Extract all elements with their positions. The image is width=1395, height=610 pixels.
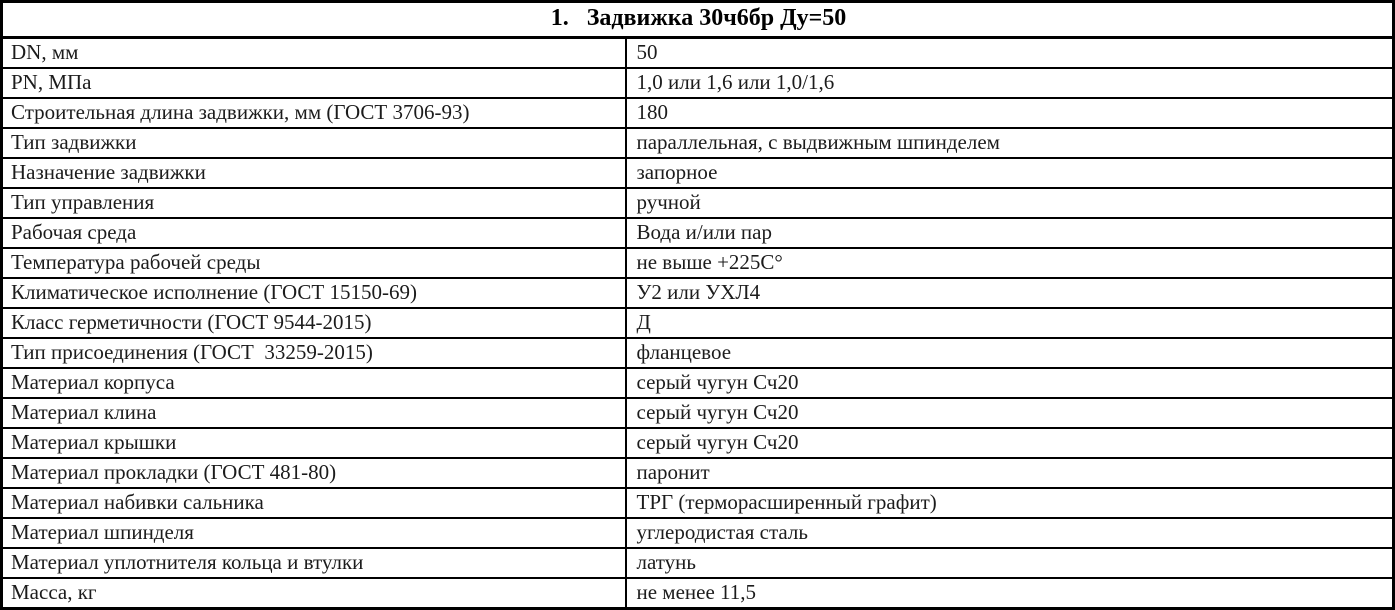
param-cell: Рабочая среда: [2, 218, 626, 248]
table-row: [2, 158, 1394, 188]
param-cell: Тип присоединения (ГОСТ 33259-2015): [2, 338, 626, 368]
value-cell: ТРГ (терморасширенный графит): [626, 488, 1394, 518]
value-cell: ручной: [626, 188, 1394, 218]
value-cell: углеродистая сталь: [626, 518, 1394, 548]
param-cell: Материал прокладки (ГОСТ 481-80): [2, 458, 626, 488]
value-cell: У2 или УХЛ4: [626, 278, 1394, 308]
value-cell: серый чугун Сч20: [626, 428, 1394, 458]
param-cell: Тип управления: [2, 188, 626, 218]
table-row: [2, 218, 1394, 248]
value-cell: параллельная, с выдвижным шпинделем: [626, 128, 1394, 158]
param-cell: Материал корпуса: [2, 368, 626, 398]
param-cell: PN, МПа: [2, 68, 626, 98]
table-row: [2, 308, 1394, 338]
value-cell: 1,0 или 1,6 или 1,0/1,6: [626, 68, 1394, 98]
param-cell: Строительная длина задвижки, мм (ГОСТ 3706-93): [2, 98, 626, 128]
value-cell: серый чугун Сч20: [626, 368, 1394, 398]
table-row: [2, 458, 1394, 488]
table-row: [2, 338, 1394, 368]
table-row: [2, 428, 1394, 458]
param-cell: Тип задвижки: [2, 128, 626, 158]
value-cell: запорное: [626, 158, 1394, 188]
table-title-row: [2, 2, 1394, 38]
table-row: [2, 98, 1394, 128]
table-row: [2, 248, 1394, 278]
value-cell: фланцевое: [626, 338, 1394, 368]
value-cell: серый чугун Сч20: [626, 398, 1394, 428]
table-row: [2, 38, 1394, 69]
value-cell: паронит: [626, 458, 1394, 488]
param-cell: Материал уплотнителя кольца и втулки: [2, 548, 626, 578]
value-cell: не менее 11,5: [626, 578, 1394, 609]
table-row: [2, 188, 1394, 218]
value-cell: Д: [626, 308, 1394, 338]
value-cell: латунь: [626, 548, 1394, 578]
table-row: [2, 398, 1394, 428]
param-cell: Назначение задвижки: [2, 158, 626, 188]
param-cell: Материал крышки: [2, 428, 626, 458]
table-row: [2, 578, 1394, 609]
table-row: [2, 278, 1394, 308]
table-row: [2, 518, 1394, 548]
table-row: [2, 128, 1394, 158]
value-cell: не выше +225С°: [626, 248, 1394, 278]
param-cell: Климатическое исполнение (ГОСТ 15150-69): [2, 278, 626, 308]
param-cell: Материал шпинделя: [2, 518, 626, 548]
value-cell: Вода и/или пар: [626, 218, 1394, 248]
param-cell: Температура рабочей среды: [2, 248, 626, 278]
param-cell: DN, мм: [2, 38, 626, 69]
param-cell: Масса, кг: [2, 578, 626, 609]
table-row: [2, 368, 1394, 398]
param-cell: Материал клина: [2, 398, 626, 428]
value-cell: 180: [626, 98, 1394, 128]
table-row: [2, 548, 1394, 578]
table-title: 1. Задвижка 30ч6бр Ду=50: [2, 2, 1394, 38]
table-row: [2, 488, 1394, 518]
value-cell: 50: [626, 38, 1394, 69]
param-cell: Класс герметичности (ГОСТ 9544-2015): [2, 308, 626, 338]
table-row: [2, 68, 1394, 98]
param-cell: Материал набивки сальника: [2, 488, 626, 518]
